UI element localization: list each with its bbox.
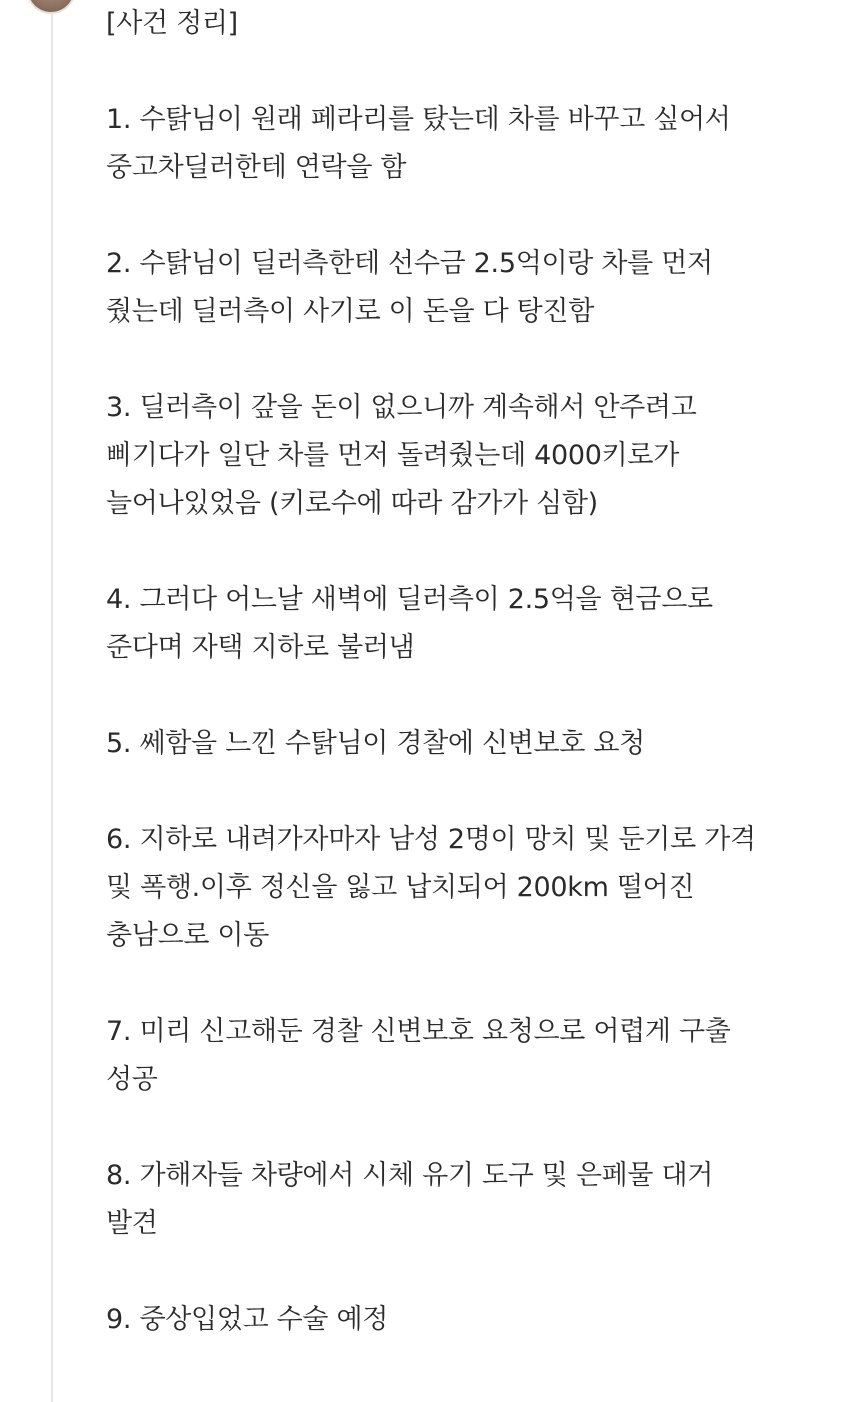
post-body xyxy=(106,0,826,1344)
list-item-line: 줬는데 딜러측이 사기로 이 돈을 다 탕진함 xyxy=(106,296,594,327)
list-item-line: 삐기다가 일단 차를 먼저 돌려줬는데 4000키로가 xyxy=(106,440,680,471)
avatar[interactable] xyxy=(28,0,74,12)
list-item-line: 6. 지하로 내려가자마자 남성 2명이 망치 및 둔기로 가격 xyxy=(106,824,756,855)
post-title: [사건 정리] xyxy=(106,8,238,39)
list-item-line: 9. 중상입었고 수술 예정 xyxy=(106,1304,389,1335)
list-item xyxy=(106,576,826,672)
list-item-line: 2. 수탉님이 딜러측한테 선수금 2.5억이랑 차를 먼저 xyxy=(106,248,713,279)
list-item-line: 준다며 자택 지하로 불러냄 xyxy=(106,632,415,663)
list-item-line: 성공 xyxy=(106,1064,158,1095)
list-item-line: 늘어나있었음 (키로수에 따라 감가가 심함) xyxy=(106,488,598,519)
list-item-line: 4. 그러다 어느날 새벽에 딜러측이 2.5억을 현금으로 xyxy=(106,584,713,615)
list-item xyxy=(106,720,826,768)
list-item-line: 및 폭행.이후 정신을 잃고 납치되어 200km 떨어진 xyxy=(106,872,695,903)
list-item-line: 발견 xyxy=(106,1208,158,1239)
list-item xyxy=(106,240,826,336)
thread-line xyxy=(51,12,53,1402)
list-item xyxy=(106,816,826,960)
list-item xyxy=(106,1296,826,1344)
list-item-line: 8. 가해자들 차량에서 시체 유기 도구 및 은페물 대거 xyxy=(106,1160,714,1191)
list-item-line: 충남으로 이동 xyxy=(106,920,269,951)
list-item xyxy=(106,384,826,528)
list-item-line: 3. 딜러측이 갚을 돈이 없으니까 계속해서 안주려고 xyxy=(106,392,697,423)
list-item xyxy=(106,1008,826,1104)
list-item-line: 7. 미리 신고해둔 경찰 신변보호 요청으로 어렵게 구출 xyxy=(106,1016,731,1047)
list-item-line: 5. 쎄함을 느낀 수탉님이 경찰에 신변보호 요청 xyxy=(106,728,645,759)
list-item xyxy=(106,1152,826,1248)
list-item-line: 중고차딜러한테 연락을 함 xyxy=(106,152,407,183)
list-item-line: 1. 수탉님이 원래 페라리를 탔는데 차를 바꾸고 싶어서 xyxy=(106,104,731,135)
list-item xyxy=(106,96,826,192)
